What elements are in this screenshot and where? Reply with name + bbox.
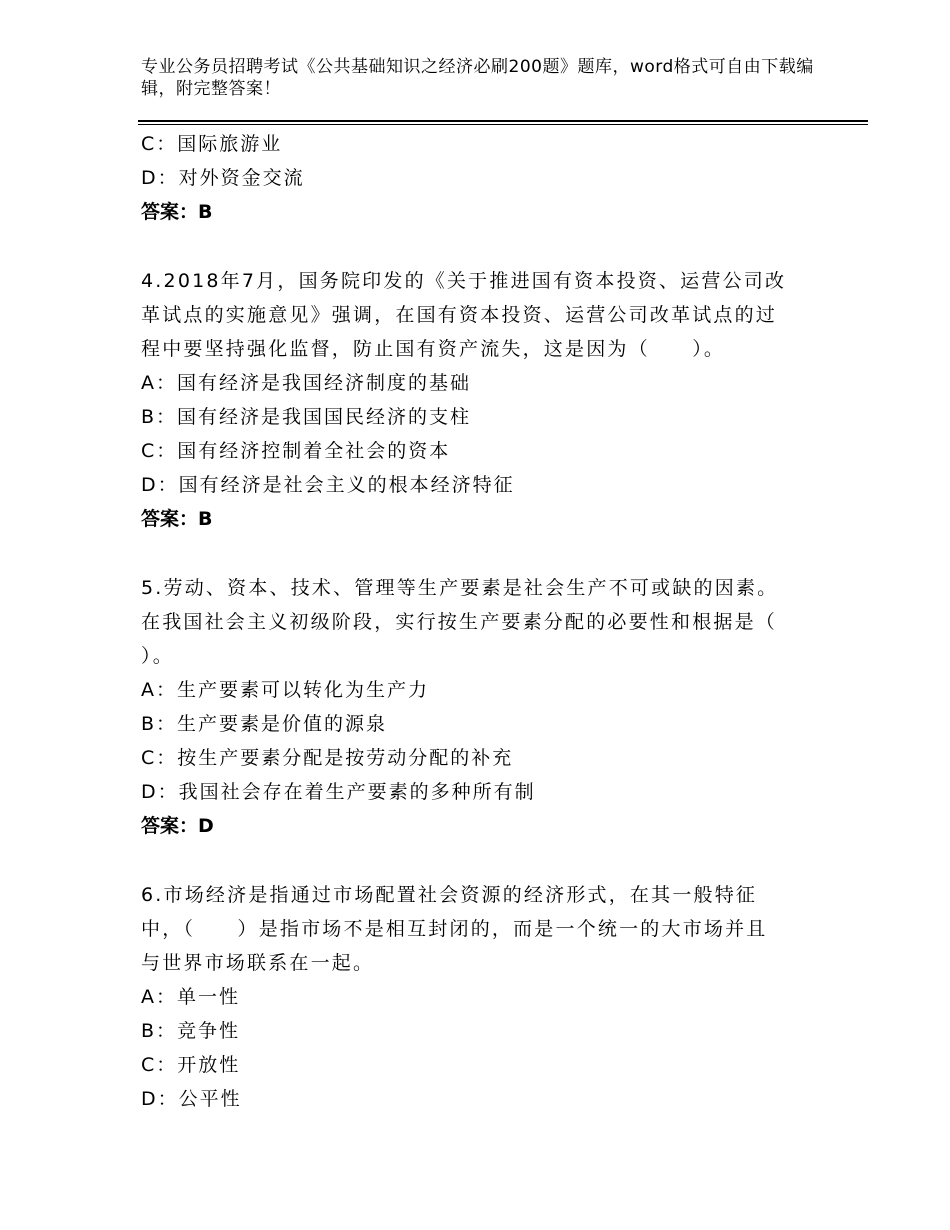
option-b: B：竞争性: [141, 1020, 241, 1042]
question-stem-line: 4.2018年7月，国务院印发的《关于推进国有资本投资、运营公司改: [141, 270, 787, 292]
answer-line: 答案：B: [141, 201, 213, 223]
option-c: C：国际旅游业: [141, 133, 283, 155]
question-stem-line: 5.劳动、资本、技术、管理等生产要素是社会生产不可或缺的因素。: [141, 577, 779, 599]
option-b: B：生产要素是价值的源泉: [141, 713, 388, 735]
page-header: 专业公务员招聘考试《公共基础知识之经济必刷200题》题库，word格式可自由下载编辑，附完整答案！: [141, 57, 814, 99]
answer-line: 答案：B: [141, 508, 213, 530]
header-divider-thick: [138, 120, 868, 122]
header-divider-thin: [138, 124, 868, 125]
question-block-6: [141, 878, 801, 1116]
option-a: A：单一性: [141, 986, 240, 1008]
question-stem-line: ）。: [141, 645, 174, 667]
option-c: C：按生产要素分配是按劳动分配的补充: [141, 747, 514, 769]
question-stem-line: 6.市场经济是指通过市场配置社会资源的经济形式，在其一般特征: [141, 884, 758, 906]
question-stem-line: 革试点的实施意见》强调，在国有资本投资、运营公司改革试点的过: [141, 304, 778, 326]
question-stem-line: 与世界市场联系在一起。: [141, 952, 375, 974]
option-a: A：生产要素可以转化为生产力: [141, 679, 429, 701]
option-b: B：国有经济是我国国民经济的支柱: [141, 406, 472, 428]
question-block-5: [141, 571, 801, 843]
option-c: C：国有经济控制着全社会的资本: [141, 440, 451, 462]
question-block-4: [141, 264, 801, 536]
question-content: [141, 127, 801, 1116]
option-d: D：对外资金交流: [141, 167, 305, 189]
question-stem-line: 程中要坚持强化监督，防止国有资产流失，这是因为（ ）。: [141, 338, 726, 360]
previous-question-block: [141, 127, 801, 229]
option-d: D：我国社会存在着生产要素的多种所有制: [141, 781, 536, 803]
answer-line: 答案：D: [141, 815, 214, 837]
question-stem-line: 中，（ ）是指市场不是相互封闭的，而是一个统一的大市场并且: [141, 918, 768, 940]
option-d: D：公平性: [141, 1088, 242, 1110]
option-a: A：国有经济是我国经济制度的基础: [141, 372, 471, 394]
question-stem-line: 在我国社会主义初级阶段，实行按生产要素分配的必要性和根据是（: [141, 611, 778, 633]
option-c: C：开放性: [141, 1054, 241, 1076]
option-d: D：国有经济是社会主义的根本经济特征: [141, 474, 515, 496]
